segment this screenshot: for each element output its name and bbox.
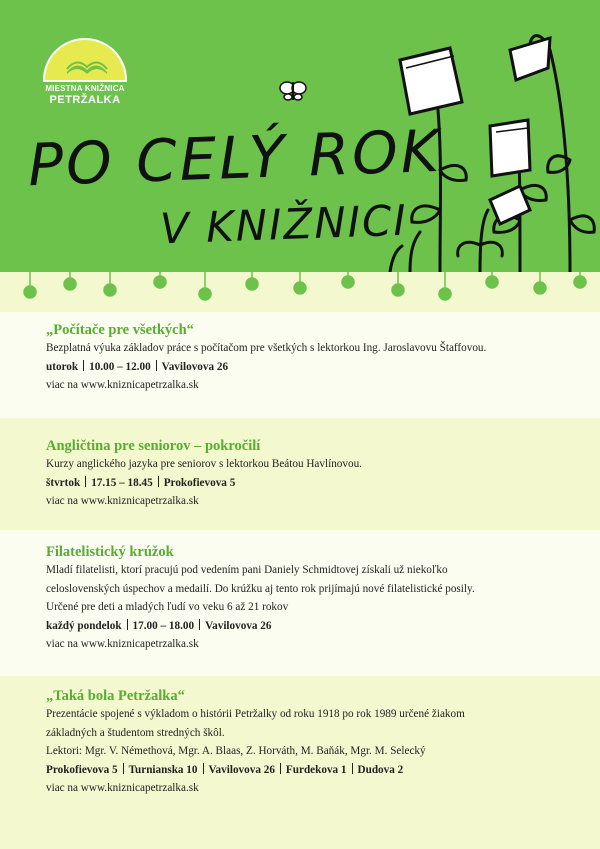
section-description-line: Mladí filatelisti, ktorí pracujú pod vedením pani Daniely Schmidtovej získali už niekoľko	[46, 564, 448, 576]
separator	[123, 763, 124, 774]
section-description: Bezplatná výuka základov práce s počítačom pre všetkých s lektorkou Ing. Jaroslavovu Štaffovou.	[46, 342, 487, 354]
section-english	[0, 418, 600, 530]
section-description-line: Určené pre deti a mladých ľudí vo veku 6 až 21 rokov	[46, 601, 289, 614]
section-petrzalka-history	[0, 676, 600, 849]
section-description-line: Prezentácie spojené s výkladom o histórii Petržalky od roku 1918 po rok 1989 určené žiakom	[46, 708, 465, 720]
logo-line-2: PETRŽALKA	[49, 94, 121, 106]
header-banner	[0, 0, 600, 272]
section-philately	[0, 530, 600, 676]
open-book-icon	[65, 52, 109, 74]
dangling-dots-decoration	[0, 272, 600, 312]
separator	[199, 619, 200, 630]
section-description-line: celoslovenských úspechov a medailí. Do krúžku aj tento rok prijímajú nové filatelistické posily.	[46, 582, 475, 595]
section-title: Filatelistický krúžok	[46, 544, 174, 560]
schedule-time: 17.15 – 18.45	[91, 476, 153, 489]
separator	[127, 619, 128, 630]
schedule-day: štvrtok	[46, 476, 81, 489]
location: Furdekova 1	[285, 763, 347, 776]
headline-line-1: PO CELÝ ROK	[26, 116, 443, 200]
schedule-day: utorok	[46, 360, 79, 373]
separator	[156, 360, 157, 371]
dotted-edge	[0, 272, 600, 312]
schedule-time: 17.00 – 18.00	[132, 619, 195, 632]
section-title: Angličtina pre seniorov – pokročilí	[46, 438, 261, 454]
separator	[158, 476, 159, 487]
more-info-link[interactable]: viac na www.kniznicapetrzalka.sk	[46, 379, 199, 392]
schedule-place: Vavilovova 26	[205, 619, 272, 632]
location: Prokofievova 5	[46, 763, 118, 776]
separator	[83, 360, 84, 371]
section-schedule	[46, 617, 475, 636]
more-info-link[interactable]: viac na www.kniznicapetrzalka.sk	[46, 638, 199, 651]
section-description-line: základných a študentom stredných škôl.	[46, 726, 225, 739]
separator	[203, 763, 204, 774]
separator	[85, 476, 86, 487]
butterfly-icon	[278, 78, 308, 102]
location: Turnianska 10	[128, 763, 198, 776]
schedule-place: Vavilovova 26	[161, 360, 229, 373]
section-title: „Taká bola Petržalka“	[46, 688, 185, 704]
headline-line-2: V KNIŽNICI	[159, 195, 409, 254]
section-schedule	[46, 358, 486, 377]
section-locations	[46, 761, 465, 780]
section-description-line: Lektori: Mgr. V. Némethová, Mgr. A. Blaas, Z. Horváth, M. Baňák, Mgr. M. Selecký	[46, 745, 426, 758]
section-schedule	[46, 474, 362, 493]
schedule-day: každý pondelok	[46, 619, 122, 632]
section-computers	[0, 312, 600, 418]
schedule-time: 10.00 – 12.00	[89, 360, 151, 373]
location: Dudova 2	[357, 763, 404, 776]
more-info-link[interactable]: viac na www.kniznicapetrzalka.sk	[46, 495, 199, 508]
separator	[280, 763, 281, 774]
logo-arc	[43, 38, 127, 82]
more-info-link[interactable]: viac na www.kniznicapetrzalka.sk	[46, 782, 199, 795]
section-title: „Počítače pre všetkých“	[46, 322, 194, 338]
location: Vavilovova 26	[208, 763, 275, 776]
logo-line-1: MIESTNA KNIŽNICA	[45, 84, 125, 93]
schedule-place: Prokofievova 5	[163, 476, 236, 489]
library-logo	[35, 38, 135, 108]
section-description: Kurzy anglického jazyka pre seniorov s lektorkou Beátou Havlínovou.	[46, 458, 362, 470]
separator	[352, 763, 353, 774]
book-plants-illustration	[370, 10, 600, 272]
